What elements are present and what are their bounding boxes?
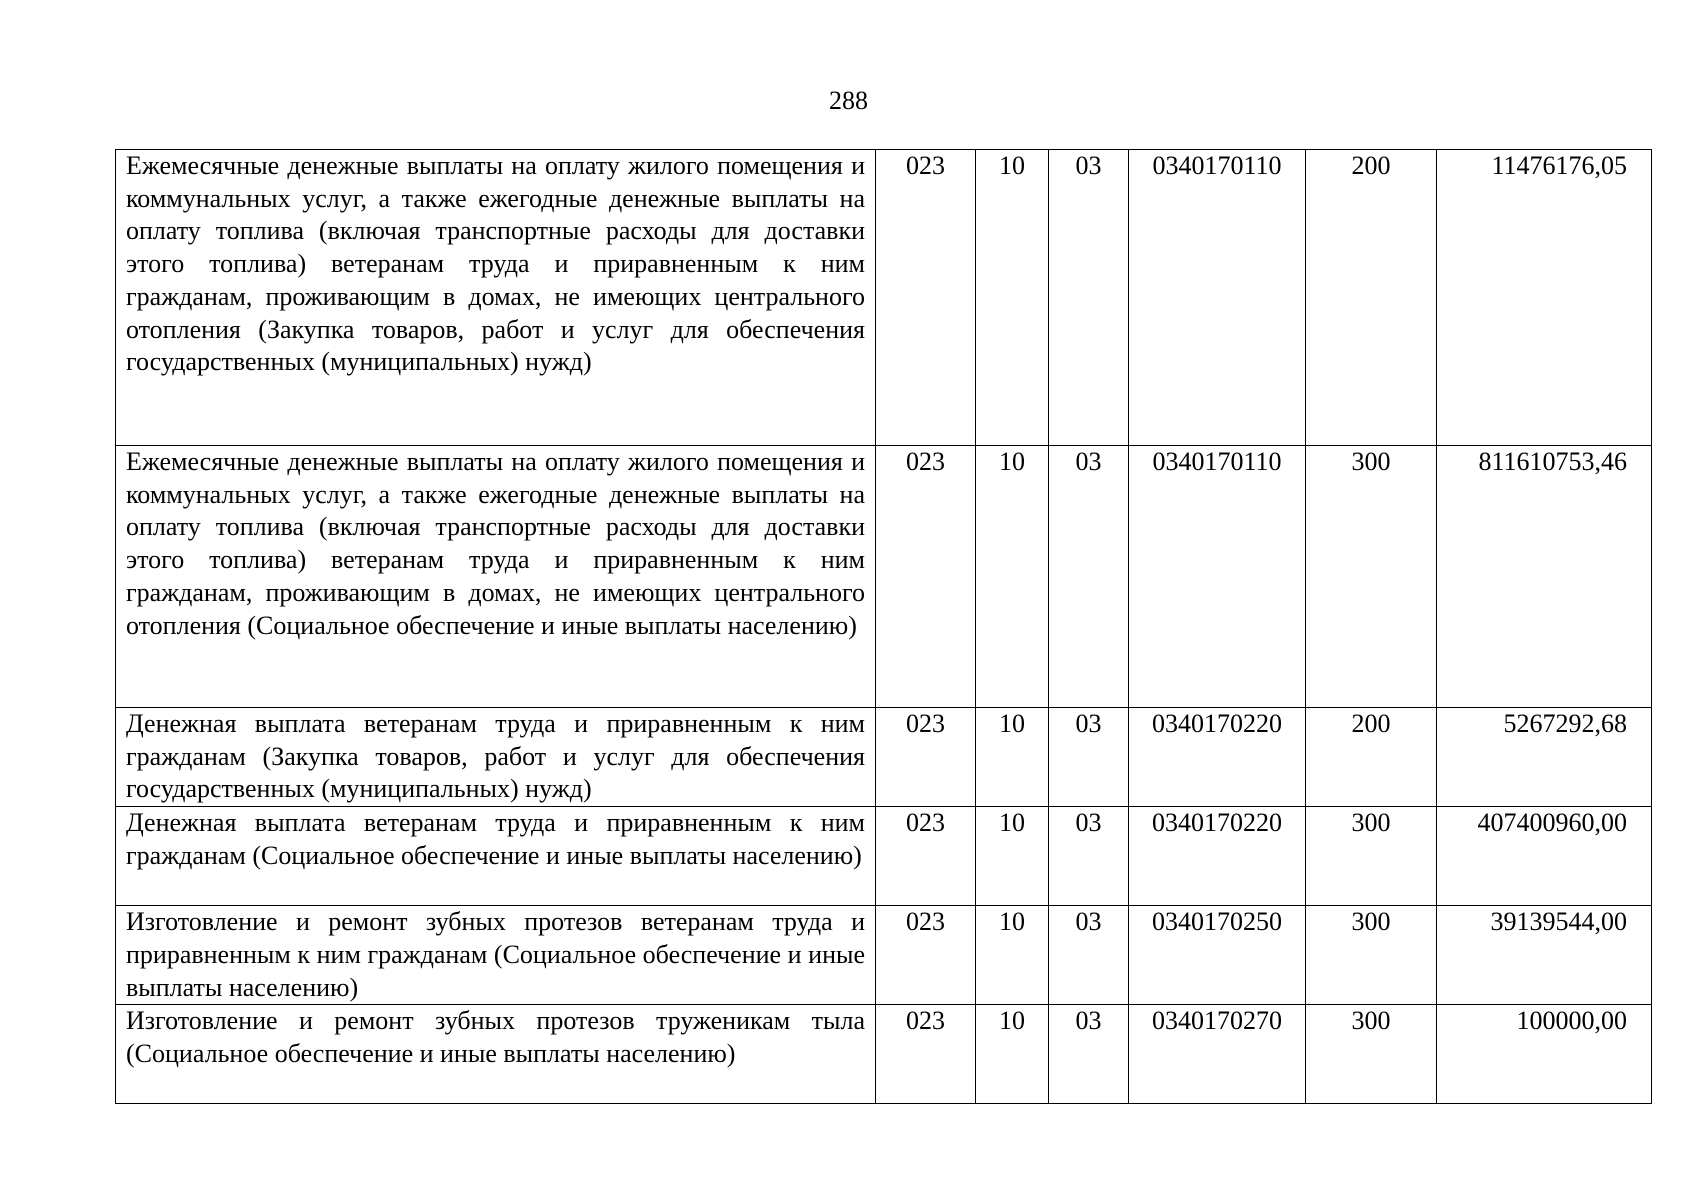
row-target-item-code: 0340170220 — [1129, 807, 1306, 906]
row-section-code: 10 — [976, 1005, 1049, 1104]
row-amount: 39139544,00 — [1437, 906, 1652, 1005]
row-section-code: 10 — [976, 906, 1049, 1005]
row-department-code: 023 — [876, 446, 976, 708]
row-amount: 100000,00 — [1437, 1005, 1652, 1104]
row-target-item-code: 0340170110 — [1129, 150, 1306, 446]
budget-table — [115, 149, 1652, 1104]
row-department-code: 023 — [876, 906, 976, 1005]
row-target-item-code: 0340170270 — [1129, 1005, 1306, 1104]
row-target-item-code: 0340170250 — [1129, 906, 1306, 1005]
row-description: Ежемесячные денежные выплаты на оплату жилого помещения и коммунальных услуг, а также ежегодные денежные выплаты на оплату топлива (включая транспортные расходы для доставки этого топлива) ветеранам труда и приравненным к ним гражданам, проживающим в домах, не имеющих центрального отопления (Закупка товаров, работ и услуг для обеспечения государственных (муниципальных) нужд) — [116, 150, 876, 446]
row-description: Изготовление и ремонт зубных протезов труженикам тыла (Социальное обеспечение и иные выплаты населению) — [116, 1005, 876, 1104]
table-row — [116, 708, 1652, 807]
row-section-code: 10 — [976, 446, 1049, 708]
row-amount: 407400960,00 — [1437, 807, 1652, 906]
page-number: 288 — [829, 86, 868, 115]
row-expense-type-code: 200 — [1306, 150, 1437, 446]
row-subsection-code: 03 — [1049, 807, 1129, 906]
row-description: Денежная выплата ветеранам труда и приравненным к ним гражданам (Закупка товаров, работ и услуг для обеспечения государственных (муниципальных) нужд) — [116, 708, 876, 807]
row-subsection-code: 03 — [1049, 1005, 1129, 1104]
row-expense-type-code: 300 — [1306, 1005, 1437, 1104]
row-department-code: 023 — [876, 708, 976, 807]
row-section-code: 10 — [976, 150, 1049, 446]
row-subsection-code: 03 — [1049, 446, 1129, 708]
row-department-code: 023 — [876, 150, 976, 446]
row-description: Ежемесячные денежные выплаты на оплату жилого помещения и коммунальных услуг, а также ежегодные денежные выплаты на оплату топлива (включая транспортные расходы для доставки этого топлива) ветеранам труда и приравненным к ним гражданам, проживающим в домах, не имеющих центрального отопления (Социальное обеспечение и иные выплаты населению) — [116, 446, 876, 708]
row-section-code: 10 — [976, 708, 1049, 807]
row-section-code: 10 — [976, 807, 1049, 906]
table-row — [116, 446, 1652, 708]
table-row — [116, 150, 1652, 446]
row-department-code: 023 — [876, 1005, 976, 1104]
table-row — [116, 906, 1652, 1005]
row-description: Изготовление и ремонт зубных протезов ветеранам труда и приравненным к ним гражданам (Социальное обеспечение и иные выплаты населению) — [116, 906, 876, 1005]
table-row — [116, 807, 1652, 906]
row-amount: 11476176,05 — [1437, 150, 1652, 446]
row-amount: 5267292,68 — [1437, 708, 1652, 807]
row-description: Денежная выплата ветеранам труда и приравненным к ним гражданам (Социальное обеспечение и иные выплаты населению) — [116, 807, 876, 906]
row-subsection-code: 03 — [1049, 708, 1129, 807]
row-target-item-code: 0340170220 — [1129, 708, 1306, 807]
row-expense-type-code: 300 — [1306, 807, 1437, 906]
row-expense-type-code: 300 — [1306, 446, 1437, 708]
row-expense-type-code: 300 — [1306, 906, 1437, 1005]
row-target-item-code: 0340170110 — [1129, 446, 1306, 708]
row-subsection-code: 03 — [1049, 150, 1129, 446]
table-row — [116, 1005, 1652, 1104]
row-subsection-code: 03 — [1049, 906, 1129, 1005]
row-amount: 811610753,46 — [1437, 446, 1652, 708]
row-expense-type-code: 200 — [1306, 708, 1437, 807]
row-department-code: 023 — [876, 807, 976, 906]
